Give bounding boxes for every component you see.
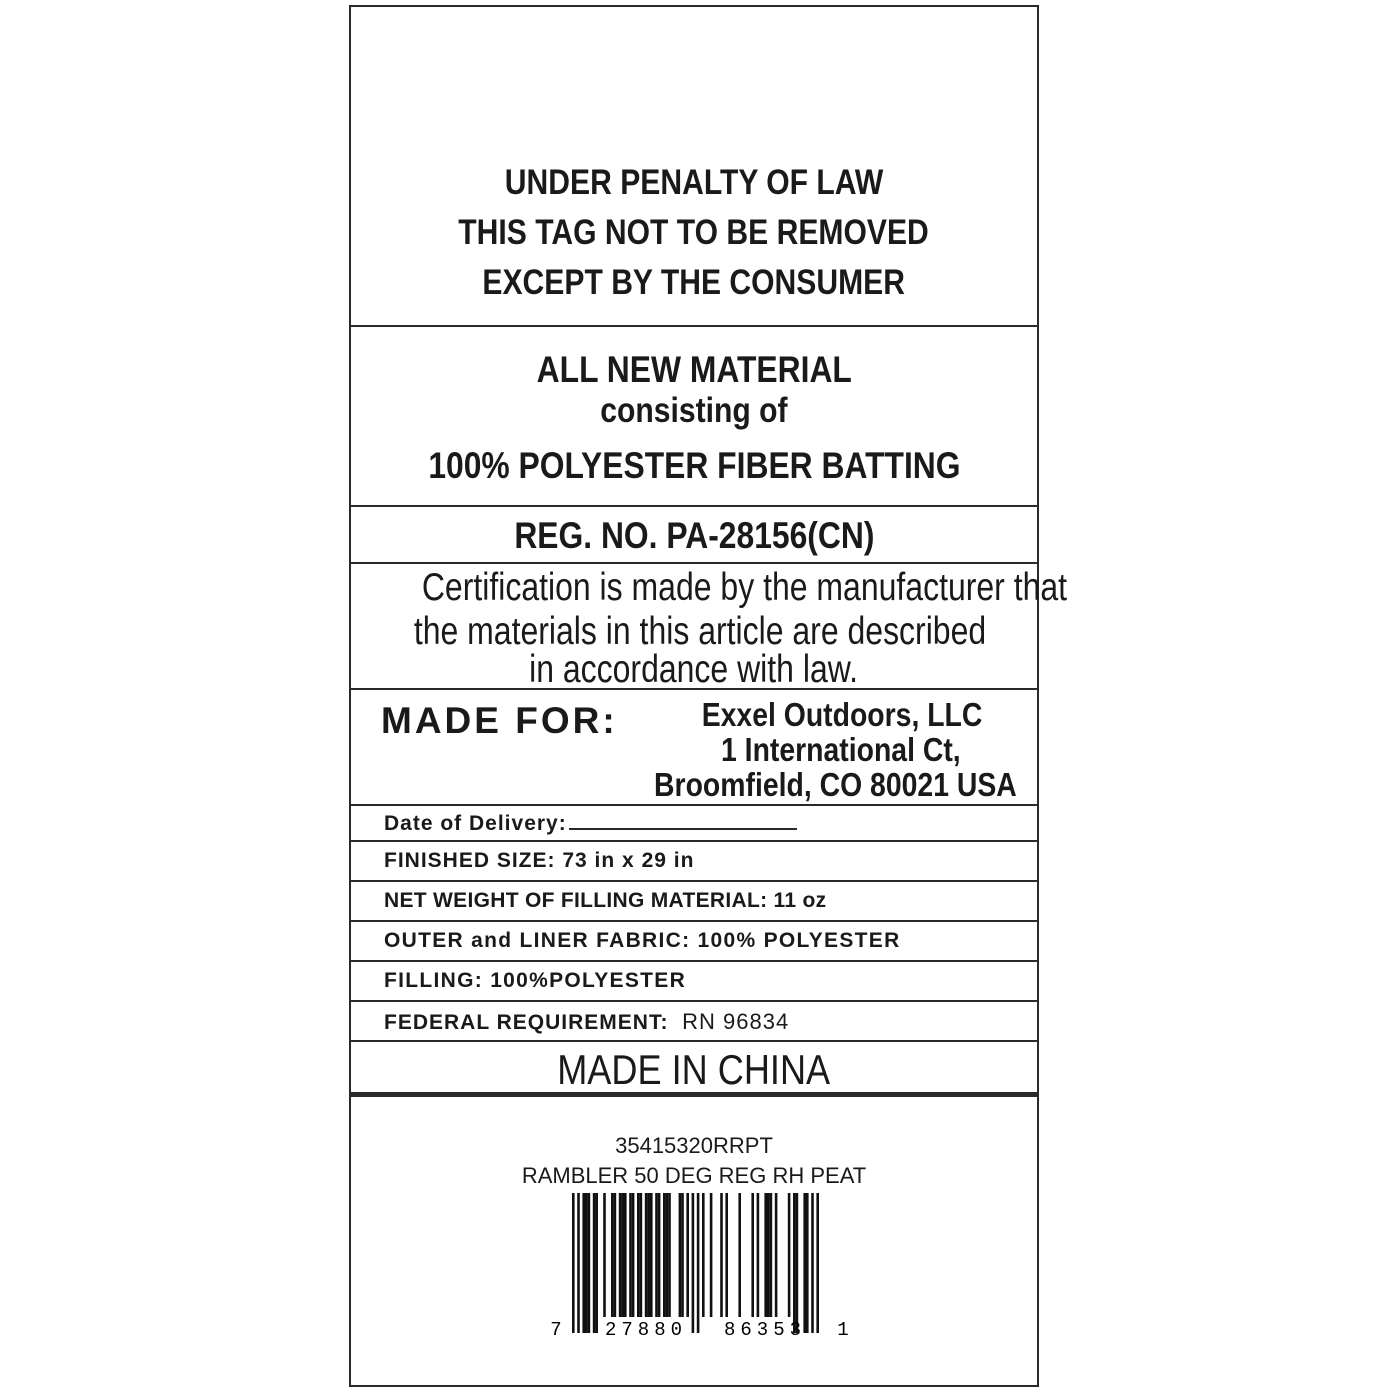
company-street: 1 International Ct, [721, 731, 961, 768]
barcode-bar [775, 1193, 778, 1317]
outer-fabric-label: OUTER and LINER FABRIC: [384, 929, 691, 952]
warning-line-2: THIS TAG NOT TO BE REMOVED [458, 213, 930, 252]
federal-requirement-label: FEDERAL REQUIREMENT: [384, 1011, 669, 1034]
barcode-bar [632, 1193, 635, 1317]
warning-section [351, 7, 1037, 325]
certification-line-1: Certification is made by the manufacturer that [421, 566, 1068, 609]
barcode-bar [640, 1193, 643, 1317]
barcode-bar [621, 1193, 624, 1317]
certification-line-3: in accordance with law. [529, 648, 859, 691]
barcode-bar [788, 1193, 791, 1317]
company-name: Exxel Outdoors, LLC [701, 696, 982, 733]
material-line-3: 100% POLYESTER FIBER BATTING [427, 445, 961, 486]
barcode-bar [770, 1193, 773, 1317]
barcode-bar [796, 1193, 799, 1333]
barcode-bar [624, 1193, 627, 1317]
barcode [351, 1097, 1037, 1387]
barcode-bar [764, 1193, 767, 1317]
barcode-bar [645, 1193, 648, 1317]
barcode-bar [582, 1193, 585, 1333]
product-sku: 35415320RRPT [615, 1133, 773, 1158]
barcode-bar [757, 1193, 760, 1317]
barcode-bar [702, 1193, 705, 1317]
barcode-bar [738, 1193, 741, 1317]
finished-size-value: 73 in x 29 in [562, 849, 695, 872]
made-for-label: MADE FOR: [381, 700, 618, 741]
origin-section [351, 1042, 1037, 1092]
barcode-bar [593, 1193, 596, 1333]
company-city: Broomfield, CO 80021 USA [654, 766, 1017, 803]
net-weight-row [351, 882, 1037, 920]
barcode-bar [806, 1193, 809, 1333]
barcode-bar [629, 1193, 632, 1317]
federal-requirement-row [351, 1002, 1037, 1040]
barcode-bar [767, 1193, 770, 1317]
barcode-group-left: 27880 [604, 1319, 688, 1341]
barcode-bar [668, 1193, 671, 1317]
made-for-section [351, 690, 1037, 804]
barcode-bar [655, 1193, 658, 1317]
registration-number: REG. NO. PA-28156(CN) [513, 515, 875, 556]
barcode-bar [663, 1193, 666, 1317]
barcode-bar [692, 1193, 695, 1333]
certification-section [351, 564, 1068, 691]
product-section [351, 1097, 1037, 1387]
barcode-digit-last: 1 [837, 1319, 849, 1341]
finished-size-row [351, 842, 1037, 880]
barcode-bar [577, 1193, 580, 1333]
net-weight-value: 11 oz [773, 889, 827, 912]
barcode-bar [614, 1193, 617, 1317]
barcode-bar [816, 1193, 819, 1333]
barcode-bar [637, 1193, 640, 1317]
barcode-bar [751, 1193, 754, 1317]
barcode-bar [803, 1193, 806, 1333]
barcode-bar [686, 1193, 689, 1317]
barcode-bar [725, 1193, 728, 1317]
barcode-bar [811, 1193, 814, 1333]
filling-value: 100%POLYESTER [490, 969, 687, 992]
outer-fabric-row [351, 922, 1037, 960]
barcode-bar [697, 1193, 700, 1333]
barcode-group-right: 86353 [723, 1319, 807, 1341]
finished-size-label: FINISHED SIZE: [384, 849, 556, 872]
warning-line-1: UNDER PENALTY OF LAW [504, 163, 884, 202]
date-of-delivery-blank [569, 810, 797, 830]
federal-requirement-value: RN 96834 [682, 1009, 790, 1034]
law-tag [349, 5, 1068, 1387]
barcode-bar [595, 1193, 598, 1333]
product-name: RAMBLER 50 DEG REG RH PEAT [521, 1163, 867, 1188]
barcode-bar [679, 1193, 682, 1317]
outer-fabric-value: 100% POLYESTER [697, 929, 901, 952]
barcode-bar [572, 1193, 575, 1333]
barcode-bar [585, 1193, 588, 1333]
material-line-1: ALL NEW MATERIAL [536, 349, 852, 390]
barcode-bar [793, 1193, 796, 1333]
net-weight-label: NET WEIGHT OF FILLING MATERIAL: [384, 889, 768, 912]
material-line-2: consisting of [600, 391, 788, 430]
material-section [351, 327, 1037, 505]
barcode-bar [619, 1193, 622, 1317]
barcode-bar [658, 1193, 661, 1317]
barcode-bar [647, 1193, 650, 1317]
country-of-origin: MADE IN CHINA [557, 1046, 831, 1093]
date-of-delivery-row [351, 806, 1037, 840]
certification-line-2: the materials in this article are described [413, 610, 987, 653]
registration-section [351, 507, 1037, 562]
warning-line-3: EXCEPT BY THE CONSUMER [482, 263, 906, 302]
barcode-bar [720, 1193, 723, 1317]
filling-row [351, 962, 1037, 1000]
barcode-bar [588, 1193, 591, 1333]
barcode-digit-first: 7 [550, 1319, 562, 1341]
barcode-bar [650, 1193, 653, 1317]
barcode-bar [666, 1193, 669, 1317]
filling-label: FILLING: [384, 969, 484, 992]
date-of-delivery-label: Date of Delivery: [384, 812, 567, 835]
barcode-bar [681, 1193, 684, 1317]
barcode-bar [611, 1193, 614, 1317]
barcode-bar [710, 1193, 713, 1317]
barcode-bar [603, 1193, 606, 1317]
